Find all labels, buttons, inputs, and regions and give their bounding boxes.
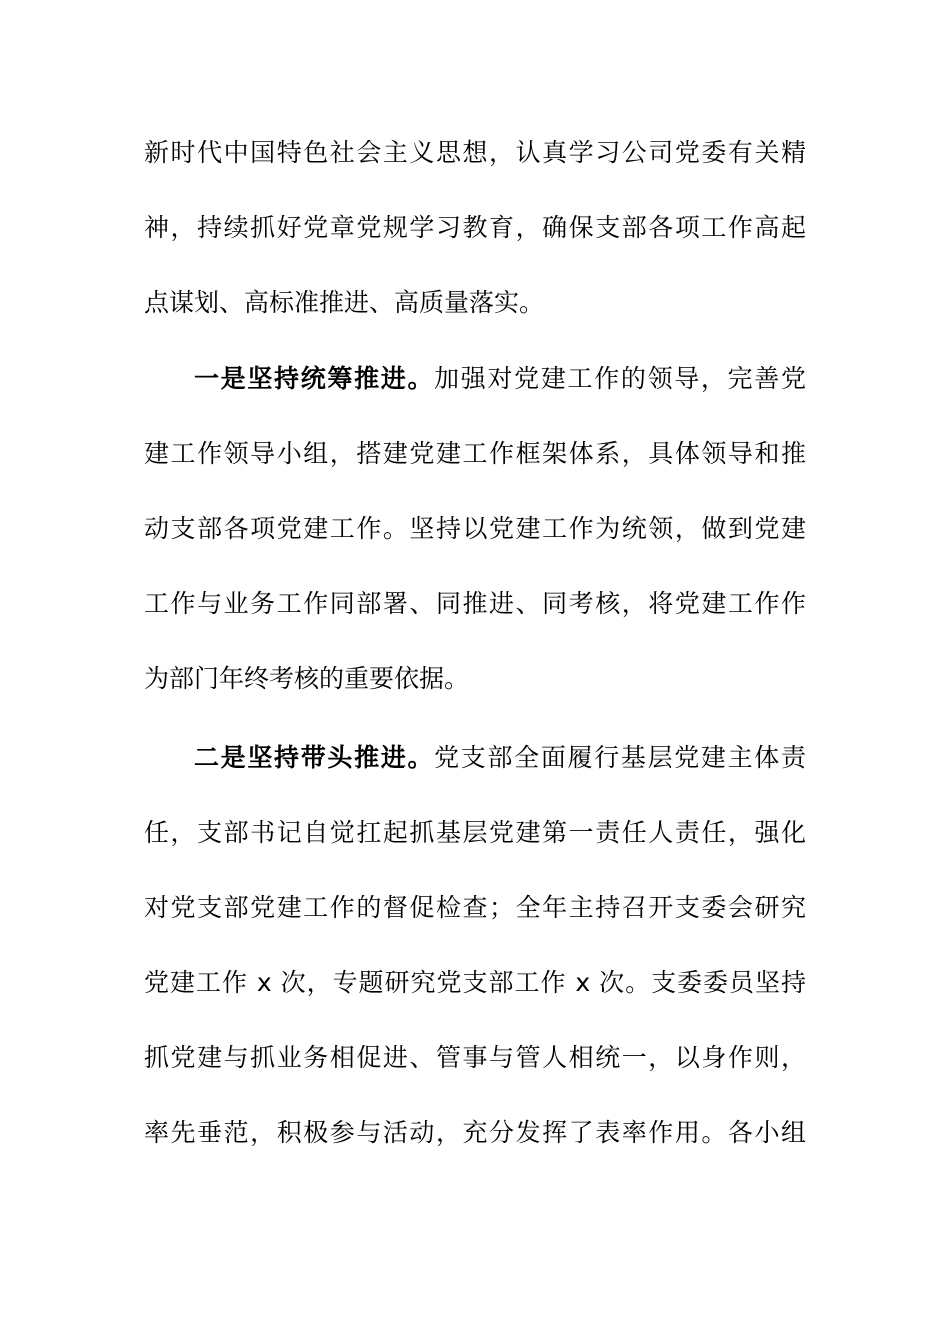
- text-line: 对党支部党建工作的督促检查；全年主持召开支委会研究: [144, 893, 806, 922]
- text-line-rest: 加强对党建工作的领导，完善党: [434, 364, 806, 393]
- paragraph-intro: [144, 115, 806, 340]
- text-line: 工作与业务工作同部署、同推进、同考核，将党建工作作: [144, 589, 806, 618]
- text-line: 党建工作 x 次，专题研究党支部工作 x 次。支委委员坚持: [144, 968, 806, 997]
- paragraph-lead: 一是坚持统筹推进。: [194, 364, 435, 393]
- paragraph-leading-advance: [144, 720, 806, 1170]
- text-line: 为部门年终考核的重要依据。: [144, 664, 470, 693]
- text-line: 点谋划、高标准推进、高质量落实。: [144, 288, 545, 317]
- text-line: 率先垂范，积极参与活动，充分发挥了表率作用。各小组: [144, 1118, 806, 1147]
- paragraph-lead: 二是坚持带头推进。: [194, 743, 435, 772]
- text-line: 抓党建与抓业务相促进、管事与管人相统一，以身作则，: [144, 1043, 806, 1072]
- text-line: 神，持续抓好党章党规学习教育，确保支部各项工作高起: [144, 213, 806, 242]
- text-line: 新时代中国特色社会主义思想，认真学习公司党委有关精: [144, 138, 806, 167]
- text-line-first: [144, 341, 806, 416]
- text-line: 动支部各项党建工作。坚持以党建工作为统领，做到党建: [144, 514, 806, 543]
- text-line-first: [144, 720, 806, 795]
- text-line-rest: 党支部全面履行基层党建主体责: [434, 743, 806, 772]
- text-line: 任，支部书记自觉扛起抓基层党建第一责任人责任，强化: [144, 818, 806, 847]
- paragraph-coordinated-advance: [144, 341, 806, 716]
- text-line: 建工作领导小组，搭建党建工作框架体系，具体领导和推: [144, 439, 806, 468]
